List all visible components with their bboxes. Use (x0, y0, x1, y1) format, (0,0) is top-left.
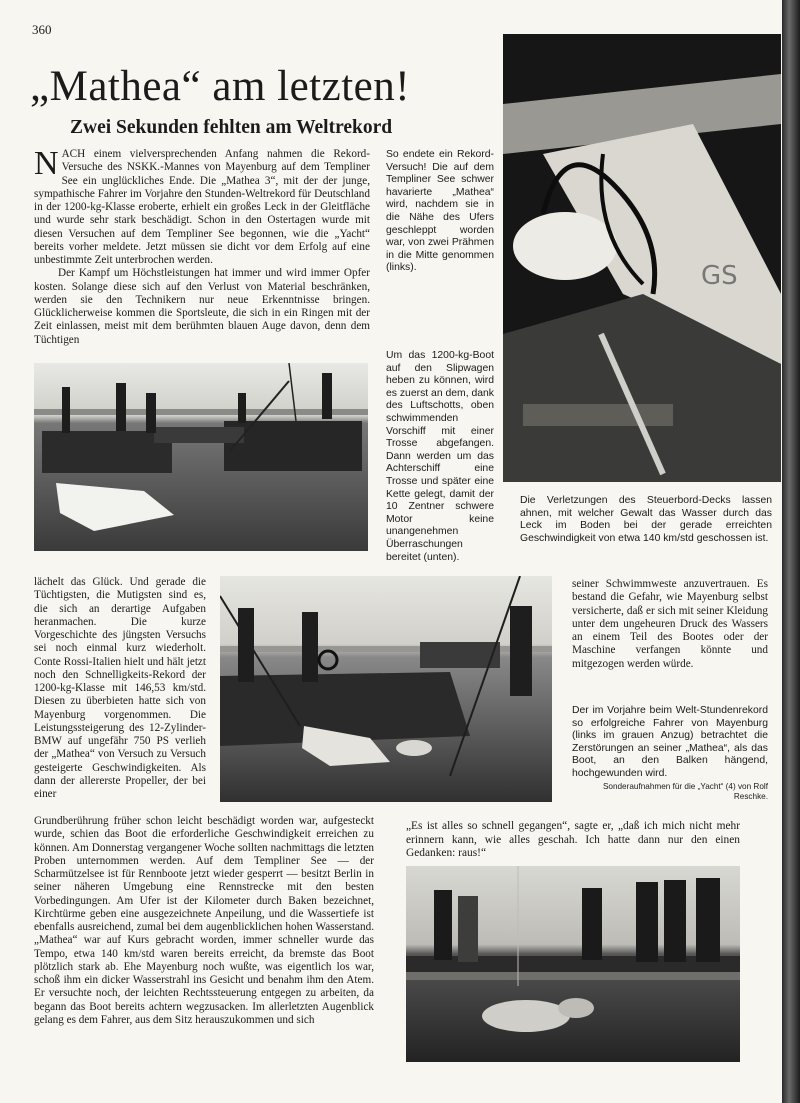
binding-edge (782, 0, 800, 1103)
intro-paragraph-2: Der Kampf um Höchstleistungen hat immer und wird immer Opfer kosten. Solange diese sich auf den Verlust von Material beschränken, werden sie den Technikern nur neue Erkenntnisse bringen. Glücklicherweise kommen die Sportsleute, die sich in ein Ringen mit der Zeit einlassen, meist mit dem berühmten blauen Auge davon, denn dem Tüchtigen (34, 267, 370, 346)
caption-barges: So endete ein Rekord-Versuch! Die auf dem Templiner See schwer havarierte „Mathea“ wird, nachdem sie in die Nähe des Ufers geschleppt worden war, von zwei Prähmen in die Mitte genommen (links). (386, 149, 494, 274)
right-column-text: seiner Schwimmweste anzuvertrauen. Es bestand die Gefahr, wie Mayenburg selbst versicherte, daß er sich mit seiner Kleidung unter dem ungeheuren Druck des Wassers an einem Teil des Bootes oder der Maschine verfangen könnte und mitgezogen werden würde. (572, 578, 768, 670)
intro-paragraph-1: ACH einem vielversprechenden Anfang nahmen die Rekord-Versuche des NSKK.-Mannes von Mayenburg auf dem Templiner See ein unglückliches Ende. Die „Mathea 3“, mit der der junge, sympathische Fahrer im Vorjahre den Stunden-Weltrekord für Deutschland in der 1200-kg-Klasse eroberte, erhielt ein großes Leck in der Gleitfläche und wurde sehr stark beschädigt. Schon in den Ostertagen wurde mit diesen Versuchen auf dem Templiner See begonnen, wie die „Yacht“ bereits vorher meldete. Jetzt müssen sie dicht vor dem Erfolg auf eine unbestimmte Zeit unterbrochen werden. (34, 148, 370, 266)
photo-credit: Sonderaufnahmen für die „Yacht“ (4) von Rolf Reschke. (602, 782, 768, 801)
intro-text (34, 145, 370, 347)
page-number: 360 (32, 22, 52, 37)
slipway-photo-image (220, 576, 552, 802)
caption-slipway: Um das 1200-kg-Boot auf den Slipwagen heben zu können, wird es zuerst an dem, dank des Luftschotts, oben schwimmenden Vorschiff mit einer Trosse abgefangen. Dann werden um das Achterschiff eine Trosse und später eine Kette gelegt, damit der 10 Zentner schwere Motor keine unangenehmen Überraschungen bereitet (unten). (386, 350, 495, 563)
caption-deck: Die Verletzungen des Steuerbord-Decks lassen ahnen, mit welcher Gewalt das Wasser durch das Leck im Boden bei der gerade erreichten Geschwindigkeit von etwa 140 km/std geschossen ist. (520, 495, 772, 544)
caption-mayenburg: Der im Vorjahre beim Welt-Stundenrekord so erfolgreiche Fahrer von Mayenburg (links im grauen Anzug) betrachtet die Zerstörungen an seiner „Mathea“, als das Boot, an den Balken hängend, hochgewunden wird. (572, 705, 768, 779)
barge-photo-image (34, 363, 368, 551)
article-subtitle: Zwei Sekunden fehlten am Weltrekord (70, 117, 393, 138)
narrow-column-text: lächelt das Glück. Und gerade die Tüchtigsten, die Mutigsten sind es, die sich an derartige Aufgaben heranmachen. Die kurze Vorgeschichte des jüngsten Versuchs sei noch einmal kurz wiederholt. Conte Rossi-Italien hielt und hält jetzt noch den Schnelligkeits-Rekord der 1200-kg-Klasse mit 146,53 km/std. Diesen zu überbieten hatte sich von Mayenburg vorgenommen. Die Leistungssteigerung des 12-Zylinder-BMW auf ungefähr 750 PS verlieh der „Mathea“ von Versuch zu Versuch gesteigerte Geschwindigkeiten. Als dann der allererste Propeller, der bei einer (34, 576, 206, 800)
damaged-deck-photo-image (503, 34, 781, 482)
driver-quote: „Es ist alles so schnell gegangen“, sagte er, „daß ich mich nicht mehr erinnern kann, wie alles geschah. Ich hatte dann nur den einen Gedanken: raus!“ (406, 820, 740, 859)
spectators-photo-image (406, 866, 740, 1062)
barge-photo (34, 363, 368, 551)
damaged-deck-photo (503, 34, 781, 482)
article-title: „Mathea“ am letzten! (30, 63, 411, 110)
slipway-photo (220, 576, 552, 802)
spectators-photo (406, 866, 740, 1062)
drop-cap: N (34, 145, 59, 182)
svg-text:GS: GS (701, 261, 738, 291)
main-story-text: Grundberührung früher schon leicht beschädigt worden war, aufgesteckt wurde, schien das Boot die erforderliche Geschwindigkeit erreichen zu können. Am Donnerstag vergangener Woche sollten nachmittags die letzten Proben unternommen werden. Auf dem Templiner See — der Scharmützelsee ist für Rennboote jetzt wieder gesperrt — besitzt Berlin in seiner näheren Umgebung eine Rennstrecke mit den besten Vorbedingungen. Am Ufer ist der Kilometer durch Baken bezeichnet, Kirchtürme geben eine ausgezeichnete Anpeilung, und die Wassertiefe ist ebenfalls ausreichend, zumal bei dem augenblicklichen hohen Wasserstand. „Mathea“ war auf Kurs gebracht worden, immer schneller wurde das Tempo, etwa 140 km/std waren bereits erreicht, da bremste das Boot plötzlich stark ab. Ehe Mayenburg noch wußte, was eigentlich los war, schoß ihm ein dicker Wasserstrahl ins Gesicht und benahm ihm den Atem. Er versuchte noch, der leichten Rechtssteuerung entgegen zu arbeiten, da begann das Boot bereits achtern wegzusacken. Im allerletzten Augenblick gelang es dem Fahrer, aus dem Sitz herauszukommen und sich (34, 815, 374, 1026)
